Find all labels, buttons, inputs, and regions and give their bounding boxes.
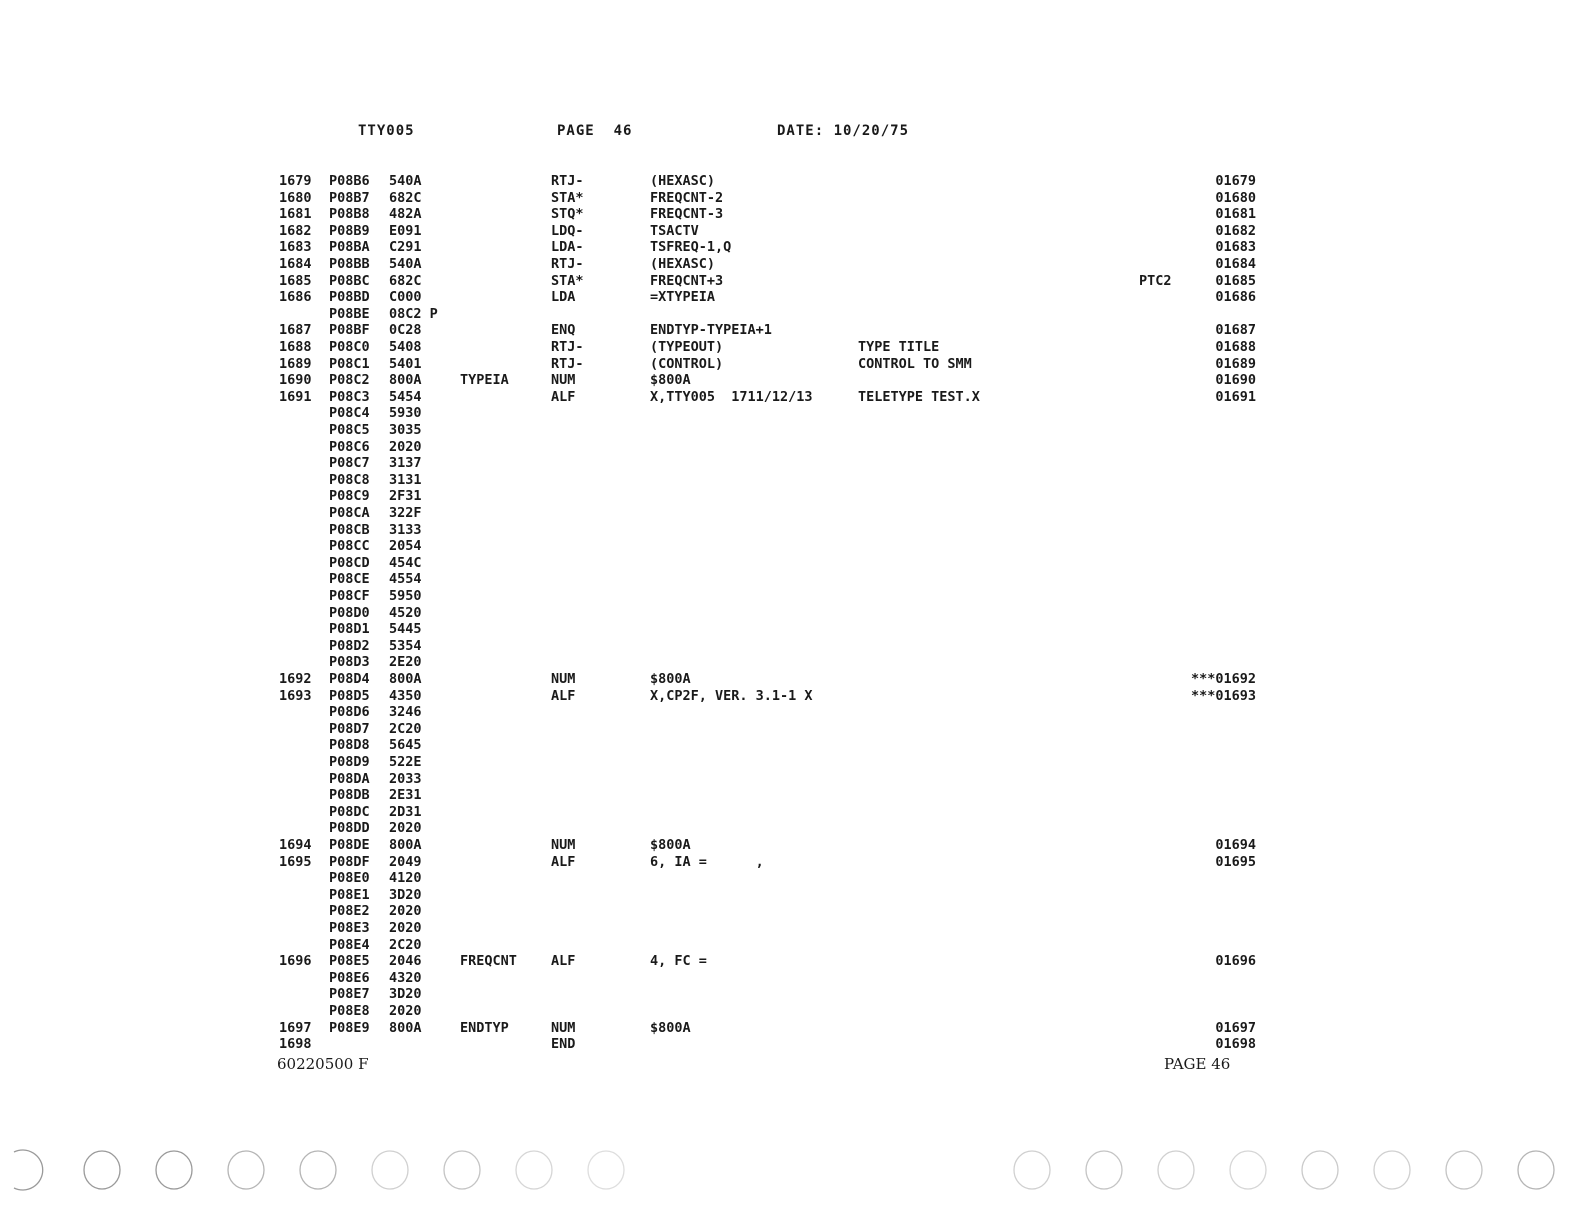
object-code: 2F31 xyxy=(389,488,422,505)
line-number: 1688 xyxy=(279,339,312,355)
opcode: NUM xyxy=(551,372,576,389)
sequence-number: 01683 xyxy=(1215,239,1256,256)
object-code: 3137 xyxy=(389,455,422,472)
object-code: 522E xyxy=(389,754,422,770)
document-number: 60220500 F xyxy=(277,1055,369,1073)
line-number: 1696 xyxy=(279,953,312,970)
line-number: 1679 xyxy=(279,173,312,189)
location-address: P08E8 xyxy=(329,1003,370,1019)
location-address: P08D7 xyxy=(329,720,370,737)
location-address: P08BD xyxy=(329,289,370,306)
listing-line xyxy=(0,638,1584,655)
object-code: 2054 xyxy=(389,538,422,555)
location-address: P08C4 xyxy=(329,405,370,422)
location-address: P08CC xyxy=(329,538,370,555)
listing-date: DATE: 10/20/75 xyxy=(777,123,910,139)
listing-line xyxy=(0,671,1584,688)
listing-line xyxy=(0,903,1584,920)
location-address: P08CB xyxy=(329,521,370,538)
line-number: 1685 xyxy=(279,272,312,289)
line-number: 1686 xyxy=(279,289,312,306)
line-number: 1695 xyxy=(279,853,312,870)
listing-line xyxy=(0,306,1584,323)
location-address: P08BA xyxy=(329,239,370,256)
object-code: 482A xyxy=(389,206,422,223)
location-address: P08C9 xyxy=(329,488,370,505)
listing-line xyxy=(0,787,1584,804)
object-code: 2049 xyxy=(389,853,422,870)
location-address: P08C2 xyxy=(329,372,370,389)
location-address: P08E7 xyxy=(329,986,370,1003)
operand: 6, IA = , xyxy=(650,853,764,870)
line-number: 1684 xyxy=(279,256,312,272)
opcode: STA* xyxy=(551,189,584,206)
location-address: P08D4 xyxy=(329,671,370,687)
operand: (TYPEOUT) xyxy=(650,339,724,355)
line-number: 1681 xyxy=(279,206,312,223)
sequence-number: 01682 xyxy=(1215,222,1256,239)
location-address: P08C6 xyxy=(329,438,370,455)
object-code: 2020 xyxy=(389,903,422,920)
operand: $800A xyxy=(650,372,691,389)
listing-line xyxy=(0,804,1584,821)
flag: PTC2 xyxy=(1139,272,1172,289)
sequence-number: 01687 xyxy=(1215,322,1256,339)
object-code: 4520 xyxy=(389,604,422,621)
location-address: P08DE xyxy=(329,837,370,853)
listing-line xyxy=(0,239,1584,256)
object-code: 800A xyxy=(389,671,422,687)
page-number-footer: PAGE 46 xyxy=(1164,1055,1231,1073)
object-code: 2E31 xyxy=(389,787,422,804)
listing-line xyxy=(0,721,1584,738)
listing-line xyxy=(0,737,1584,754)
listing-line xyxy=(0,439,1584,456)
location-address: P08D1 xyxy=(329,621,370,638)
object-code: C000 xyxy=(389,289,422,306)
operand: (CONTROL) xyxy=(650,355,724,372)
object-code: 3133 xyxy=(389,521,422,538)
operand: =XTYPEIA xyxy=(650,289,716,306)
location-address: P08BC xyxy=(329,272,370,289)
object-code: 682C xyxy=(389,272,422,289)
sequence-number: 01695 xyxy=(1215,853,1256,870)
listing-line xyxy=(0,455,1584,472)
sequence-number: 01690 xyxy=(1215,372,1256,389)
sequence-number: ***01693 xyxy=(1190,687,1256,704)
operand: X,TTY005 1711/12/13 xyxy=(650,388,813,405)
opcode: STA* xyxy=(551,272,584,289)
object-code: 3D20 xyxy=(389,886,422,903)
location-address: P08BF xyxy=(329,322,370,339)
object-code: 4320 xyxy=(389,969,422,986)
opcode: ALF xyxy=(551,853,576,870)
location-address: P08D3 xyxy=(329,654,370,671)
object-code: 3246 xyxy=(389,704,422,721)
object-code: 800A xyxy=(389,837,422,853)
operand: TSFREQ-1,Q xyxy=(650,239,732,256)
line-number: 1683 xyxy=(279,239,312,256)
object-code: 454C xyxy=(389,554,422,571)
opcode: STQ* xyxy=(551,206,584,223)
comment: TELETYPE TEST.X xyxy=(858,388,980,405)
location-address: P08CF xyxy=(329,588,370,604)
object-code: 2C20 xyxy=(389,720,422,737)
location-address: P08C8 xyxy=(329,471,370,488)
object-code: 5445 xyxy=(389,621,422,638)
listing-line xyxy=(0,256,1584,273)
listing-line xyxy=(0,389,1584,406)
line-number: 1689 xyxy=(279,355,312,372)
object-code: 2D31 xyxy=(389,803,422,820)
object-code: 4120 xyxy=(389,870,422,887)
object-code: 2020 xyxy=(389,438,422,455)
symbol-label: FREQCNT xyxy=(460,953,517,970)
location-address: P08E9 xyxy=(329,1019,370,1036)
listing-line xyxy=(0,1003,1584,1020)
listing-line xyxy=(0,854,1584,871)
listing-line xyxy=(0,273,1584,290)
listing-line xyxy=(0,820,1584,837)
opcode: NUM xyxy=(551,671,576,687)
location-address: P08CE xyxy=(329,571,370,588)
operand: (HEXASC) xyxy=(650,173,716,189)
object-code: 2020 xyxy=(389,1003,422,1019)
opcode: ALF xyxy=(551,953,576,970)
line-number: 1693 xyxy=(279,687,312,704)
object-code: 322F xyxy=(389,505,422,521)
listing-line xyxy=(0,472,1584,489)
location-address: P08DB xyxy=(329,787,370,804)
sequence-number: 01686 xyxy=(1215,289,1256,306)
location-address: P08CA xyxy=(329,505,370,521)
sequence-number: 01689 xyxy=(1215,355,1256,372)
perforation-marks xyxy=(0,1140,1584,1200)
symbol-label: ENDTYP xyxy=(460,1019,509,1036)
listing-line xyxy=(0,538,1584,555)
listing-line xyxy=(0,986,1584,1003)
listing-line xyxy=(0,704,1584,721)
object-code: 3035 xyxy=(389,422,422,438)
object-code: 5454 xyxy=(389,388,422,405)
comment: TYPE TITLE xyxy=(858,339,940,355)
listing-line xyxy=(0,322,1584,339)
location-address: P08D8 xyxy=(329,737,370,754)
object-code: 2C20 xyxy=(389,936,422,953)
object-code: 3D20 xyxy=(389,986,422,1003)
location-address: P08DD xyxy=(329,820,370,837)
listing-line xyxy=(0,488,1584,505)
listing-line xyxy=(0,339,1584,356)
object-code: 4554 xyxy=(389,571,422,588)
listing-line xyxy=(0,953,1584,970)
object-code: 2046 xyxy=(389,953,422,970)
location-address: P08E4 xyxy=(329,936,370,953)
listing-line xyxy=(0,837,1584,854)
object-code: 5401 xyxy=(389,355,422,372)
operand: (HEXASC) xyxy=(650,256,716,272)
location-address: P08E0 xyxy=(329,870,370,887)
listing-line xyxy=(0,937,1584,954)
operand: $800A xyxy=(650,671,691,687)
location-address: P08D9 xyxy=(329,754,370,770)
opcode: ALF xyxy=(551,388,576,405)
listing-line xyxy=(0,588,1584,605)
sequence-number: 01698 xyxy=(1215,1036,1256,1053)
location-address: P08D6 xyxy=(329,704,370,721)
comment: CONTROL TO SMM xyxy=(858,355,972,372)
opcode: LDQ- xyxy=(551,222,584,239)
line-number: 1694 xyxy=(279,837,312,853)
object-code: E091 xyxy=(389,222,422,239)
sequence-number: 01681 xyxy=(1215,206,1256,223)
location-address: P08C3 xyxy=(329,388,370,405)
sequence-number: 01685 xyxy=(1215,272,1256,289)
listing-line xyxy=(0,422,1584,439)
object-code: 2033 xyxy=(389,770,422,787)
operand: X,CP2F, VER. 3.1-1 X xyxy=(650,687,813,704)
location-address: P08BB xyxy=(329,256,370,272)
sequence-number: 01694 xyxy=(1215,837,1256,853)
operand: FREQCNT-3 xyxy=(650,206,724,223)
line-number: 1691 xyxy=(279,388,312,405)
operand: ENDTYP-TYPEIA+1 xyxy=(650,322,772,339)
symbol-label: TYPEIA xyxy=(460,372,509,389)
location-address: P08D5 xyxy=(329,687,370,704)
opcode: RTJ- xyxy=(551,256,584,272)
line-number: 1698 xyxy=(279,1036,312,1053)
location-address: P08BE xyxy=(329,305,370,322)
opcode: LDA- xyxy=(551,239,584,256)
listing-line xyxy=(0,555,1584,572)
line-number: 1692 xyxy=(279,671,312,687)
listing-line xyxy=(0,654,1584,671)
location-address: P08E5 xyxy=(329,953,370,970)
page-number-header: PAGE 46 xyxy=(557,123,633,139)
sequence-number: ***01692 xyxy=(1190,671,1256,687)
operand: $800A xyxy=(650,1019,691,1036)
location-address: P08DF xyxy=(329,853,370,870)
line-number: 1687 xyxy=(279,322,312,339)
opcode: RTJ- xyxy=(551,173,584,189)
object-code: 2E20 xyxy=(389,654,422,671)
location-address: P08C0 xyxy=(329,339,370,355)
object-code: 4350 xyxy=(389,687,422,704)
sequence-number: 01688 xyxy=(1215,339,1256,355)
listing-line xyxy=(0,206,1584,223)
operand: FREQCNT+3 xyxy=(650,272,724,289)
program-name: TTY005 xyxy=(358,123,415,139)
listing-line xyxy=(0,190,1584,207)
location-address: P08B7 xyxy=(329,189,370,206)
sequence-number: 01696 xyxy=(1215,953,1256,970)
object-code: 2020 xyxy=(389,920,422,936)
location-address: P08CD xyxy=(329,554,370,571)
location-address: P08D0 xyxy=(329,604,370,621)
location-address: P08DC xyxy=(329,803,370,820)
object-code: 800A xyxy=(389,372,422,389)
listing-line xyxy=(0,688,1584,705)
object-code: 08C2 P xyxy=(389,305,438,322)
listing-line xyxy=(0,920,1584,937)
listing-line xyxy=(0,970,1584,987)
operand: FREQCNT-2 xyxy=(650,189,724,206)
object-code: 5930 xyxy=(389,405,422,422)
line-number: 1690 xyxy=(279,372,312,389)
sequence-number: 01679 xyxy=(1215,173,1256,189)
location-address: P08C7 xyxy=(329,455,370,472)
sequence-number: 01680 xyxy=(1215,189,1256,206)
location-address: P08E6 xyxy=(329,969,370,986)
location-address: P08B9 xyxy=(329,222,370,239)
location-address: P08B8 xyxy=(329,206,370,223)
sequence-number: 01691 xyxy=(1215,388,1256,405)
object-code: 540A xyxy=(389,173,422,189)
listing-line xyxy=(0,870,1584,887)
location-address: P08C1 xyxy=(329,355,370,372)
object-code: 0C28 xyxy=(389,322,422,339)
opcode: LDA xyxy=(551,289,576,306)
operand: $800A xyxy=(650,837,691,853)
listing-line xyxy=(0,605,1584,622)
opcode: NUM xyxy=(551,1019,576,1036)
object-code: 5645 xyxy=(389,737,422,754)
listing-line xyxy=(0,522,1584,539)
location-address: P08C5 xyxy=(329,422,370,438)
operand: TSACTV xyxy=(650,222,699,239)
sequence-number: 01697 xyxy=(1215,1019,1256,1036)
object-code: 540A xyxy=(389,256,422,272)
listing-line xyxy=(0,223,1584,240)
listing-line xyxy=(0,771,1584,788)
sequence-number: 01684 xyxy=(1215,256,1256,272)
object-code: 5950 xyxy=(389,588,422,604)
listing-line xyxy=(0,621,1584,638)
opcode: NUM xyxy=(551,837,576,853)
opcode: RTJ- xyxy=(551,355,584,372)
listing-line xyxy=(0,356,1584,373)
location-address: P08D2 xyxy=(329,637,370,654)
listing-line xyxy=(0,887,1584,904)
object-code: 682C xyxy=(389,189,422,206)
listing-line xyxy=(0,505,1584,522)
object-code: 800A xyxy=(389,1019,422,1036)
operand: 4, FC = xyxy=(650,953,707,970)
object-code: 5354 xyxy=(389,637,422,654)
listing-line xyxy=(0,405,1584,422)
location-address: P08E1 xyxy=(329,886,370,903)
listing-line xyxy=(0,754,1584,771)
line-number: 1697 xyxy=(279,1019,312,1036)
object-code: 2020 xyxy=(389,820,422,837)
listing-line xyxy=(0,571,1584,588)
listing-line xyxy=(0,289,1584,306)
line-number: 1682 xyxy=(279,222,312,239)
listing-line xyxy=(0,372,1584,389)
location-address: P08DA xyxy=(329,770,370,787)
listing-line xyxy=(0,1036,1584,1053)
line-number: 1680 xyxy=(279,189,312,206)
listing-line xyxy=(0,173,1584,190)
opcode: ALF xyxy=(551,687,576,704)
location-address: P08E3 xyxy=(329,920,370,936)
opcode: ENQ xyxy=(551,322,576,339)
location-address: P08B6 xyxy=(329,173,370,189)
object-code: C291 xyxy=(389,239,422,256)
opcode: RTJ- xyxy=(551,339,584,355)
object-code: 5408 xyxy=(389,339,422,355)
location-address: P08E2 xyxy=(329,903,370,920)
opcode: END xyxy=(551,1036,576,1053)
listing-line xyxy=(0,1020,1584,1037)
object-code: 3131 xyxy=(389,471,422,488)
